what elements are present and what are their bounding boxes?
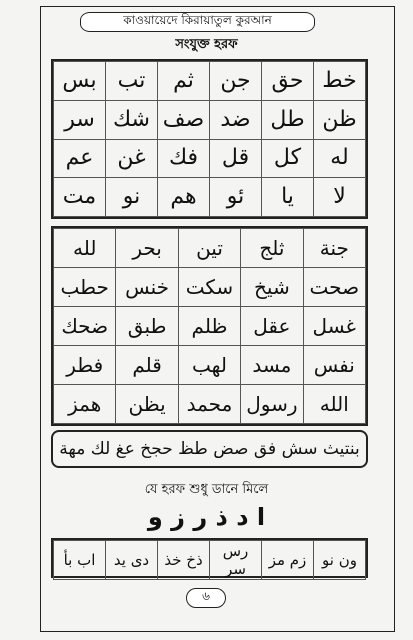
word-cell: لله [54, 229, 116, 268]
letter-pair-cell: لا [314, 178, 366, 217]
pair-cell: ون نو [314, 541, 366, 580]
letter-pair-cell: نو [106, 178, 158, 217]
non-joining-letters: ا د ذ ر ز و [147, 503, 266, 531]
page-number: ৬ [202, 589, 210, 603]
letter-pair-cell: طل [262, 100, 314, 139]
word-cell: ظلم [178, 307, 240, 346]
words-grid-2 [51, 226, 368, 426]
word-cell: ضحك [54, 307, 116, 346]
letter-pair-cell: غن [106, 139, 158, 178]
letter-pair-cell: مت [54, 178, 106, 217]
word-cell: الله [303, 385, 365, 424]
word-cell: شيخ [241, 268, 303, 307]
letter-pair-cell: تب [106, 62, 158, 101]
letter-pair-cell: قل [210, 139, 262, 178]
word-row [54, 268, 366, 307]
word-cell: رسول [241, 385, 303, 424]
word-cell: بحر [116, 229, 178, 268]
word-cell: لهب [178, 346, 240, 385]
section-subtitle: সংযুক্ত হরফ [175, 37, 238, 52]
letter-pair-row [54, 62, 366, 101]
pair-cell: اب بأ [54, 541, 106, 580]
letter-pair-cell: عم [54, 139, 106, 178]
pair-cell: رس سر [210, 541, 262, 580]
letter-pair-cell: بس [54, 62, 106, 101]
pair-cell: ذخ خذ [158, 541, 210, 580]
letter-pair-cell: سر [54, 100, 106, 139]
word-row [54, 307, 366, 346]
letter-pair-row [54, 100, 366, 139]
book-title: কাওয়ায়েদে কিরায়াতুল কুরআন [123, 13, 272, 27]
book-title-band [80, 12, 315, 32]
word-cell: ثلج [241, 229, 303, 268]
connected-letters-line: بنتيث سش فق صض طظ حجخ عغ لك مهة [51, 430, 368, 468]
letter-pair-cell: كل [262, 139, 314, 178]
word-cell: غسل [303, 307, 365, 346]
letter-pair-cell: هم [158, 178, 210, 217]
word-cell: خنس [116, 268, 178, 307]
word-row [54, 385, 366, 424]
word-cell: قلم [116, 346, 178, 385]
letter-pair-cell: حق [262, 62, 314, 101]
letter-pair-cell: ثم [158, 62, 210, 101]
word-cell: سكت [178, 268, 240, 307]
letter-pair-cell: صف [158, 100, 210, 139]
letter-pair-cell: شك [106, 100, 158, 139]
word-row [54, 346, 366, 385]
word-cell: حطب [54, 268, 116, 307]
letter-pair-cell: خط [314, 62, 366, 101]
page-number-badge [186, 588, 226, 608]
word-cell: طبق [116, 307, 178, 346]
pair-cell: دى يد [106, 541, 158, 580]
letter-pair-cell: له [314, 139, 366, 178]
letter-pair-cell: ضد [210, 100, 262, 139]
letter-pair-row [54, 139, 366, 178]
pair-cell: زم مز [262, 541, 314, 580]
word-cell: تين [178, 229, 240, 268]
letter-pair-cell: فك [158, 139, 210, 178]
word-cell: همز [54, 385, 116, 424]
word-cell: يظن [116, 385, 178, 424]
word-cell: جنة [303, 229, 365, 268]
letter-pair-row [54, 178, 366, 217]
letter-pair-cell: ئو [210, 178, 262, 217]
letter-pair-cell: ظن [314, 100, 366, 139]
right-join-title: যে হরফ শুধু ডানে মিলে [144, 482, 269, 497]
word-cell: صحت [303, 268, 365, 307]
letter-pair-cell: جن [210, 62, 262, 101]
word-cell: مسد [241, 346, 303, 385]
word-cell: نفس [303, 346, 365, 385]
word-cell: محمد [178, 385, 240, 424]
pairs-grid-3 [51, 538, 368, 578]
letter-pair-cell: يا [262, 178, 314, 217]
word-cell: عقل [241, 307, 303, 346]
word-cell: فطر [54, 346, 116, 385]
letters-grid-1 [51, 59, 368, 219]
word-row [54, 229, 366, 268]
